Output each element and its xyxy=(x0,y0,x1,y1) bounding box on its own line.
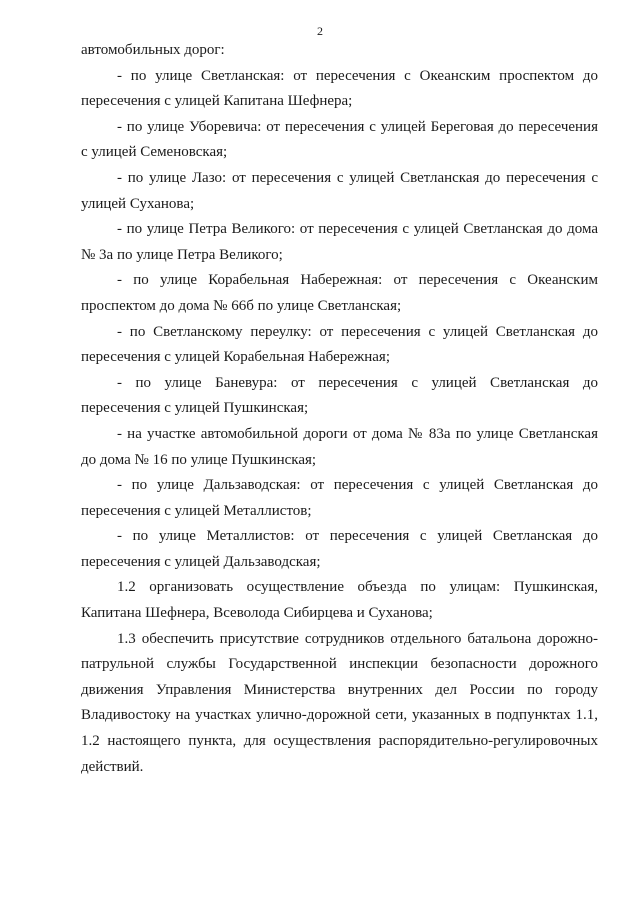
paragraph-intro-fragment xyxy=(81,38,598,64)
text-line: пересечения с улицей Капитана Шефнера; xyxy=(81,93,353,110)
paragraph-item-svetlanskaya xyxy=(81,64,598,115)
text-line: пересечения с улицей Металлистов; xyxy=(81,502,312,519)
paragraph-item-lazo xyxy=(81,166,598,217)
paragraph-point-1-2 xyxy=(81,575,598,626)
text-line: - по Светланскому переулку: от пересечения с улицей Светланская до xyxy=(117,323,598,340)
text-line: улицей Суханова; xyxy=(81,195,195,212)
text-line: патрульной службы Государственной инспекции безопасности дорожного xyxy=(81,656,598,673)
paragraph-point-1-3 xyxy=(81,627,598,781)
document-body xyxy=(81,38,598,780)
text-line: - по улице Корабельная Набережная: от пересечения с Океанским xyxy=(117,272,598,289)
text-line: - по улице Баневура: от пересечения с улицей Светланская до xyxy=(117,374,598,391)
text-line: с улицей Семеновская; xyxy=(81,144,228,161)
text-line: пересечения с улицей Дальзаводская; xyxy=(81,553,321,570)
paragraph-item-petra-velikogo xyxy=(81,217,598,268)
text-line: - по улице Лазо: от пересечения с улицей Светланская до пересечения с xyxy=(117,169,598,186)
paragraph-item-uborevicha xyxy=(81,115,598,166)
text-line: 1.2 организовать осуществление объезда по улицам: Пушкинская, xyxy=(117,579,598,596)
text-line: пересечения с улицей Корабельная Набережная; xyxy=(81,349,390,366)
text-line: - по улице Металлистов: от пересечения с улицей Светланская до xyxy=(117,528,598,545)
paragraph-item-korabelnaya xyxy=(81,268,598,319)
paragraph-item-dalzavodskaya xyxy=(81,473,598,524)
paragraph-item-road-section xyxy=(81,422,598,473)
text-line: Владивостоку на участках улично-дорожной сети, указанных в подпунктах 1.1, xyxy=(81,707,598,724)
text-line: - по улице Петра Великого: от пересечения с улицей Светланская до дома xyxy=(117,221,598,238)
text-line: действий. xyxy=(81,758,144,775)
text-line: № 3а по улице Петра Великого; xyxy=(81,246,283,263)
text-line: - по улице Светланская: от пересечения с Океанским проспектом до xyxy=(117,67,598,84)
text-line: пересечения с улицей Пушкинская; xyxy=(81,400,309,417)
text-line: проспектом до дома № 66б по улице Светланская; xyxy=(81,297,402,314)
text-line: автомобильных дорог: xyxy=(81,42,225,58)
text-line: - по улице Дальзаводская: от пересечения с улицей Светланская до xyxy=(117,477,598,494)
text-line: Капитана Шефнера, Всеволода Сибирцева и Суханова; xyxy=(81,605,433,622)
text-line: до дома № 16 по улице Пушкинская; xyxy=(81,451,317,468)
text-line: - по улице Уборевича: от пересечения с улицей Береговая до пересечения xyxy=(117,118,598,135)
text-line: движения Управления Министерства внутренних дел России по городу xyxy=(81,681,598,698)
text-line: - на участке автомобильной дороги от дома № 83а по улице Светланская xyxy=(117,425,598,442)
paragraph-item-metallistov xyxy=(81,524,598,575)
page-number: 2 xyxy=(317,24,323,38)
text-line: 1.2 настоящего пункта, для осуществления распорядительно-регулировочных xyxy=(81,733,598,750)
paragraph-item-svetlansky-pereulok xyxy=(81,320,598,371)
text-line: 1.3 обеспечить присутствие сотрудников отдельного батальона дорожно- xyxy=(117,630,598,647)
paragraph-item-baneveura xyxy=(81,371,598,422)
